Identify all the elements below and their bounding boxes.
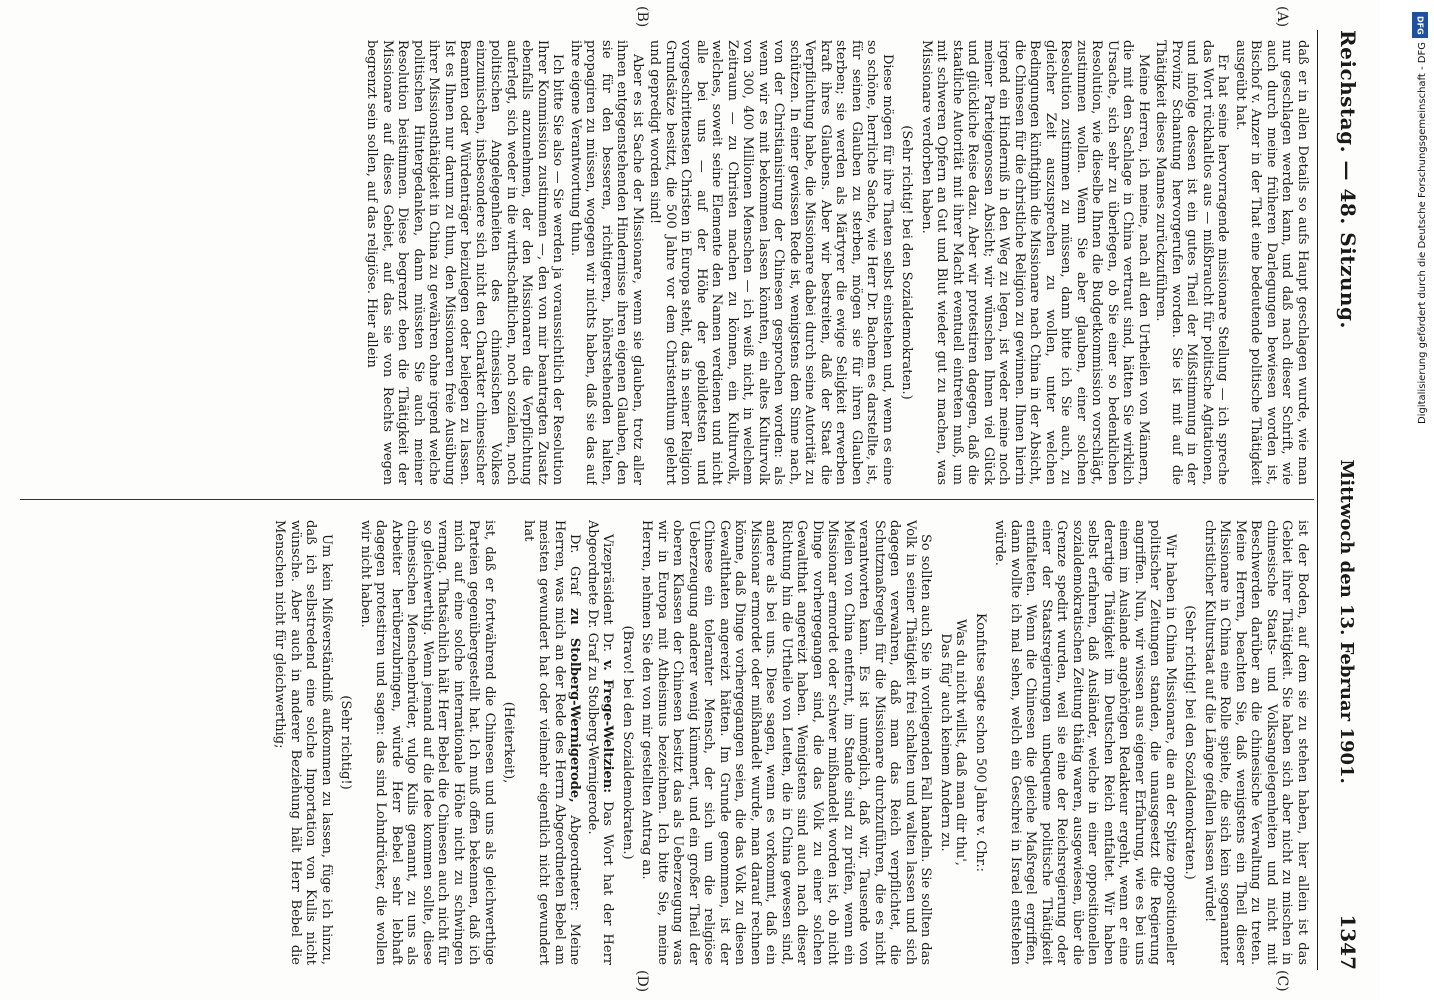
header-left: Reichstag. — 48. Sitzung. xyxy=(1336,30,1360,329)
margin-letter-c: (C) xyxy=(1274,970,1290,992)
speaker-paragraph xyxy=(521,520,583,965)
speaker-name: zu Stolberg-Wernigerode, xyxy=(567,607,583,803)
left-column xyxy=(20,40,1310,485)
speaker-name: v. Frege-Weltzien: xyxy=(600,660,616,794)
speaker-prefix: Dr. Graf xyxy=(567,534,583,596)
quote-intro: Konfutse sagte schon 500 Jahre v. Chr.: xyxy=(973,613,988,872)
interjection: (Heiterkeit), xyxy=(501,701,517,784)
margin-letter-b: (B) xyxy=(634,6,650,28)
margin-letter-a: (A) xyxy=(1274,6,1290,28)
interjection: (Sehr richtig! bei den Sozialdemokraten.) xyxy=(1182,605,1198,880)
quote: Was du nicht willst, daß man dir thu', Das füg' auch keinem Andern zu. xyxy=(938,619,969,866)
paragraph: Aber es ist Sache der Missionare, wenn sie glauben, trotz aller ihnen entgegenstehenden Hindernisse ihren eigenen Glauben, den sie für den besseren, richtigeren, höherstehenden halten, propagiren zu müssen, wogegen wir nichts haben, daß sie das auf ihre eigene Verantwortung thun. xyxy=(568,40,645,485)
paragraph: ist, daß er fortwährend die Chinesen und uns als gleichwerthige Parteien gegenübergestellt hat. Ich muß offen bekennen, daß ich mich auf eine solche internationale Höhe nicht zu schwingen vermag. Thatsächlich hält Herr Bebel die Chinesen auch nicht für so gleichwerthig. Wenn jemand auf die Idee kommen sollte, diese chinesischen Menschenbrüder, vulgo Kulis genannt, zu uns als Arbeiter herüberzubringen, würde Herr Bebel sehr lebhaft dagegen protestiren und sagen: das sind Lohndrücker, die wollen wir nicht haben. xyxy=(358,520,497,965)
margin-letter-d: (D) xyxy=(634,970,650,993)
paragraph: daß er in allen Details so aufs Haupt geschlagen wurde, wie man nur geschlagen werden kann, und daß nach dieser Schrift, wie auch durch meine früheren Darlegungen bewiesen worden ist, Bischof v. Anzer in der That eine bedeutende politische Thätigkeit ausgeübt hat. xyxy=(1233,40,1310,485)
interjection: (Sehr richtig! bei den Sozialdemokraten.) xyxy=(899,125,915,400)
speaker-text: Das Wort hat der Herr Abgeordnete Dr. Graf zu Stolberg-Wernigerode. xyxy=(585,520,616,965)
header-rule xyxy=(1317,30,1318,970)
paragraph: Er hat seine hervorragende missionare Stellung — ich spreche das Wort rückhaltlos aus — mißbraucht für politische Agitationen, und infolge dessen ist ein gutes Theil der Mißstimmung in der Provinz Schantung hervorgerufen worden. Sie ist mit auf die Thätigkeit dieses Mannes zurückzuführen. xyxy=(1153,40,1231,485)
header-date: Mittwoch den 13. Februar 1901. xyxy=(1336,459,1357,784)
paragraph: Ich bitte Sie also — Sie werden ja voraussichtlich der Resolution Ihrer Kommission zustimmen —, den von mir beantragten Zusatz ebenfalls anzunehmen, der den Missionaren die Verpflichtung auferlegt, sich weder in die wirthschaftlichen, noch sozialen, noch politischen Angelegenheiten des chinesischen Volkes einzumischen, insbesondere sich nicht den Charakter chinesischer Beamten oder Würdenträger beizulegen oder beilegen zu lassen. Ist es Ihnen nur darum zu thun, den Missionaren freie Ausübung ihrer Missionsthätigkeit in China zu gewähren ohne irgend welche politischen Hintergedanken, dann müssten Sie auch meiner Resolution beistimmen. Diese begrenzt eben die Thätigkeit der Missionare auf dieses Gebiet, auf das sie von Rechts wegen begrenzt sein sollen, auf das religiöse. Hier allein xyxy=(364,40,566,485)
right-column xyxy=(20,520,1310,965)
speaker-paragraph xyxy=(585,520,616,965)
dfg-credit-text: Digitalisierung gefördert durch die Deutsche Forschungsgemeinschaft - DFG xyxy=(1417,42,1428,425)
column-divider xyxy=(20,499,1314,500)
paragraph: Um kein Mißverständniß aufkommen zu lassen, füge ich hinzu, daß ich selbstredend eine solche Importation von Kulis nicht wünsche. Aber auch in anderer Beziehung hält Herr Bebel die Menschen nicht für gleichwerthig; xyxy=(272,520,334,965)
paragraph: ist der Boden, auf dem sie zu stehen haben, hier allein ist das Gebiet ihrer Thätigkeit. Sie haben sich aber nicht zu mischen in chinesische Staats- und Volksangelegenheiten und nicht mit Beschwerden darüber an die chinesische Verwaltung zu treten. Meine Herren, beachten Sie, daß wenigstens ein Theil dieser Missionare in China eine Rolle spielte, die sich kein sogenannter christlicher Kulturstaat auf die Länge gefallen lassen würde! xyxy=(1202,520,1310,965)
dfg-logo-icon: DFG xyxy=(1412,12,1428,38)
speaker-prefix: Vizepräsident Dr. xyxy=(600,534,616,652)
interjection: (Sehr richtig!) xyxy=(338,695,354,790)
page-header xyxy=(1320,30,1360,970)
paragraph: Meine Herren, ich meine, nach all den Urtheilen von Männern, die mit den Sachlage in China vertraut sind, hätten Sie wirklich Ursache, sich sehr zu überlegen, ob Sie einer so bedenklichen Resolution, wie dieselbe Ihnen die Budgetkommission vorschlägt, zustimmen wollen. Wenn Sie aber glauben, einer solchen Resolution zustimmen zu müssen, dann bitte ich Sie auch, zu gleicher Zeit auszusprechen zu wollen, unter welchen Bedingungen künftighin die Missionare nach China in der Absicht, die Chinesen für die christliche Religion zu gewinnen. Ihnen hierin irgend ein Hinderniß in den Weg zu legen, ist weder meine noch meiner Parteigenossen Absicht; wir wünschen Ihnen viel Glück und glückliche Reise dazu. Aber wir protestiren dagegen, daß die staatliche Autorität mit ihrer Macht eventuell eintreten muß, um mit schweren Opfern an Gut und Blut wieder gut zu machen, was Missionare verdorben haben. xyxy=(919,40,1151,485)
page-number: 1347 xyxy=(1336,914,1360,970)
paragraph: Wir haben in China Missionare, die an der Spitze oppositioneller politischer Zeitungen standen, die unausgesetzt die Regierung angriffen. Nun, wir wissen aus eigener Erfahrung, wie es bei uns einem im Auslande angehörigen Redakteur ergeht, wenn er eine derartige Thätigkeit im Deutschen Reich entfaltet. Wir haben selbst erfahren, daß Ausländer, welche in einer oppositionellen sozialdemokratischen Zeitung thätig waren, ausgewiesen, über die Grenze spedirt wurden, weil sie eine der Reichsregierung oder einer der Staatsregierungen unbequeme politische Thätigkeit entfalteten. Wenn die Chinesen die gleiche Maßregel ergriffen, dann wollte ich mal sehen, welch ein Geschrei in Israel entstehen würde. xyxy=(992,520,1178,965)
paragraph: Diese mögen für ihre Thaten selbst einstehen und, wenn es eine so schöne, herrliche Sache, wie Herr Dr. Bachem es darstellte, ist, für seinen Glauben zu sterben, mögen sie für ihren Glauben sterben; sie werden als Märtyrer die ewige Seligkeit erwerben kraft ihres Glaubens. Aber wir bestreiten, daß der Staat die Verpflichtung habe, die Missionare dabei durch seine Autorität zu schützen. In einer gewissen Rede ist, wenigstens dem Sinne nach, von der Christianisirung der Chinesen gesprochen worden: als wenn wir es mit bekommen lassen könnten, ein altes Kulturvolk von 300, 400 Millionen Menschen — ich weiß nicht, in welchem Zeitraum — zu Christen machen zu können, ein Kulturvolk, welches, soweit seine Elemente den Namen verdienen und nicht alle bei uns — auf der Höhe der gebildetsten und vorgeschrittensten Christen in Europa steht, das in seiner Religion Grundsätze besitzt, die 500 Jahre vor dem Christenthum gelehrt und gepredigt worden sind! xyxy=(647,40,895,485)
interjection: (Bravo! bei den Sozialdemokraten.) xyxy=(620,625,635,860)
dfg-credit-strip xyxy=(1412,6,1430,996)
paragraph: So sollten auch Sie in vorliegenden Fall handeln. Sie sollten das Volk in seiner Thätigkeit frei schalten und walten lassen und sich dagegen verwahren, daß man das Reich verpflichtet, die Schutzmaßregeln für die Missionare durchzuführen, die es nicht verantworten kann. Es ist unmöglich, daß wir, Tausende von Meilen von China entfernt, im Stande sind zu prüfen, wenn ein Missionar ermordet oder schwer mißhandelt worden ist, ob nicht Dinge vorhergegangen sind, die das Volk zu einer solchen Gewaltthat angereizt haben. Wenigstens sind auch nach dieser Richtung hin die Urtheile von Leuten, die in China gewesen sind, andere als bei uns. Diese sagen, wenn es vorkommt, daß ein Missionar ermordet oder mißhandelt wurde, man darauf rechnen könne, daß Dinge vorhergegangen seien, die das Volk zu diesen Gewaltthaten angereizt hätten. Im Grunde genommen, ist der Chinese ein toleranter Mensch, der sich um die religiöse Ueberzeugung anderer wenig kümmert, und ein großer Theil der oberen Klassen der Chinesen besitzt das als Ueberzeugung was wir in Europa mit Atheismus bezeichnen. Ich bitte Sie, meine Herren, nehmen Sie den von mir gestellten Antrag an. xyxy=(639,520,934,965)
speaker-text: Abgeordneter: Meine Herren, was mich an der Rede des Herrn Abgeordneten Bebel am meisten gewundert hat oder vielmehr eigentlich nicht gewundert hat xyxy=(521,520,583,965)
